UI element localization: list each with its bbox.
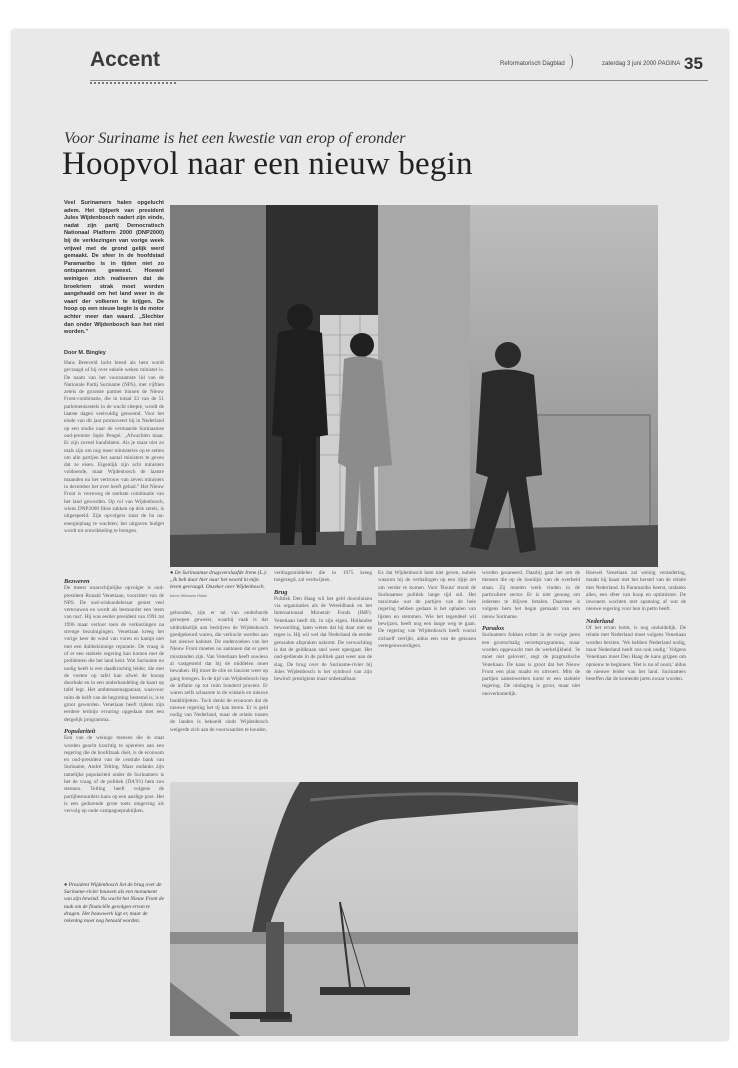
column-1-top <box>64 360 164 568</box>
paper-logo-icon <box>564 54 573 70</box>
caption-text: President Wijdenbosch liet de brug over de Suriname-rivier bouwen als een monument van zijn bewind. Nu wacht het Nieuw Front de taak om de financiële gevolgen ervan te dragen. Het bouwwerk ligt er, maar de rekening moet nog betaald worden. <box>64 882 164 925</box>
photo-caption-2 <box>64 882 164 925</box>
caption-text: De Surinaamse drugsverslaafde Irene (L.): „Ik heb daar hier naar het woord in mijn leven gevraagd. Onzeker over Wijdenbosch. <box>170 570 268 591</box>
photo-bridge <box>170 782 578 1036</box>
column-4 <box>378 570 476 772</box>
article-kicker: Voor Suriname is het een kwestie van erop of eronder <box>64 130 406 147</box>
subheading: Paradox <box>482 625 505 633</box>
body-text: Surinamers fokken echter in de vorige jaren een grootschalig verzetsprogramma, maar worden opgewacht met de werkelijkheid. 'Je moet niet geloven', zegt de pragmatische Venetiaan. De kans is groot dat het Nieuw Front een plan maakt en uitvoert. Mits de partijen samenwerken komt er een stabiele regering. De uitdaging is groot, maar niet onoverkomelijk. <box>482 632 580 697</box>
column-6 <box>586 570 686 1032</box>
byline: Door M. Bingley <box>64 350 106 356</box>
column-3 <box>274 570 372 772</box>
bullet-icon: ● <box>64 882 68 888</box>
photo-caption-1 <box>170 570 268 600</box>
body-text: Ex dat Wijdenbosch hem niet geven, nobele waarom hij de verhalingen op een rijtje zet om verder te komen. Voor 'Bouta' stond de Surinaamse politiek lange tijd stil. Het maximale wat de partijen van de hele regering hebben gedaan is het ophalen van lijsten en stemmen. Wie het tegendeel wil bewijzen, heeft nog een lange weg te gaan. De regering van Wijdenbosch heeft vooral zichzelf verrijkt, aldus een van de gekozen vertegenwoordigers. <box>378 570 476 649</box>
section-dots <box>90 82 176 84</box>
photo-credit: foto's Hillmann Rdeb <box>170 592 207 598</box>
date-line: zaterdag 3 juni 2000 PAGINA <box>602 61 681 67</box>
article-lead: Veel Surinamers halen opgelucht adem. Het tijdperk van president Jules Wijdenbosch nadert zijn einde, nadat zijn partij Democratisch Nationaal Platform 2000 (DNP2000) bij de verkiezingen van vorige week vrijwel met de grond gelijk werd gemaakt. De sfeer in de hoofdstad Paramaribo is in tijden niet zo ontspannen geweest. Hoewel weinigen zich realiseren dat de broekriem strak moet worden aangehaald om het land weer in de vaart der volkeren te krijgen. De hoop op een nieuw begin is de motor achter meer dan waard. „Slechter dan onder Wijdenbosch kan het niet worden.” <box>64 200 164 336</box>
column-2 <box>170 610 268 772</box>
body-text: Of het ervan komt, is nog onduidelijk. De relatie met Nederland moet volgens Venetiaan worden herzien. 'We hebben Nederland nodig, maar Nederland heeft ons ook nodig.' Volgens Venetiaan moet Den Haag de kans grijpen om opnieuw te beginnen. 'Het is nu of nooit,' aldus de nieuwe leider van het land. Surinamers beseffen dat de komende jaren zwaar worden. <box>586 625 686 683</box>
body-text: Hoewel Venetiaan zal weinig verandering, maakt hij haast met het herstel van de relatie met Nederland. In Paramaribo heerst, ondanks alles, een sfeer van hoop en optimisme. De inwoners wachten met spanning af wat de nieuwe regering voor hen in petto heeft. <box>586 570 686 613</box>
subheading: Populariteit <box>64 727 96 735</box>
paper-name: Reformatorisch Dagblad <box>500 61 565 67</box>
photo-men-in-doorway <box>170 205 658 567</box>
page-number: 35 <box>684 54 703 73</box>
body-text: gehouden, zijn er tal van onderbarde geroepen geweest, waarbij vaak is dat uitdrukkelijk aan bedrijven de Wijdenbosch goedgekeurd waren, die verkocht werden aan het nieuwe kabinet. De onderzoeken van het Nieuw Front moeten nu aantonen dat er geen misstanden zijn. Van Venetiaan heeft sowieso al vastgesteld dat hij de middelen moet bewaken. Hij moet de olie en bauxiet weer op gang brengen. In de tijd van Wijdenbosch liep de inflatie op tot ruim honderd procent. Er waren zelfs schaarste in de winkels en nieuwe bankbiljetten. Toch denkt de econoom dat de nieuwe regering het tij kan keren. Er is geld nodig van Nederland, maar de relatie tussen de landen is bekoeld sinds Wijdenbosch weigerde zich aan de voorwaarden te houden. <box>170 610 268 733</box>
subheading: Nederland <box>586 617 614 625</box>
body-text: De meest waarschijnlijke opvolger is oud-president Ronald Venetiaan, voorzitter van de NPS. De oud-wiskundeleraar geniet veel vertrouwen en wordt als bestuurder een 'stem van rust'. Hij was eerder president van 1991 tot 1996 maar verloor toen de verkiezingen na strenge bezuinigingen. Venetiaan kreeg het vorige keer de wind van voren en kampt niet met een dubbelzinnige reputatie. De vraag is of er een stabiele regering kan komen met de problemen die het land kent. Wat Suriname nu nodig heeft is een daadkrachtig leider, die met de voeten op tafel kan ofwel de knoop doorhakt en in een onderhandeling de kaart op tafel legt. Het ambtenarenapparaat, waarvoor ruim de helft van de begroting bestemd is, is te groot geworden. Venetiaan heeft tijdens zijn eerdere termijn ervaring opgedaan met een dergelijk programma. <box>64 585 164 723</box>
body-text: Politiek Den Haag wil het geld doorsluizen via organisaties als de Wereldbank en het Internationaal Monetair Fonds (IMF). Venetiaan heeft dit, in zijn eigen, Hollandse bewoording, laten weten dat hij daar niet op tegen is. Hij wil wel dat Nederland de eerder gemaakte afspraken nakomt. De verwachting is dat de geldkraan snel weer opengaat. Het oud-gediende in de politiek gaat weer aan de slag. De brug over de Suriname-rivier bij Jules Wijdenbosch is het symbool van zijn bewind: prestigieus maar onbetaalbaar. <box>274 595 372 683</box>
subheading: Bezweren <box>64 578 90 585</box>
body-text: Een van de weinige mensen die in staat worden geacht krachtig te opereren aan een regering die de hoofdzaak doet, is de econoom en oud-president van de centrale bank van Suriname, André Telting. Maar ondanks zijn tamelijke populariteit onder de Surinamers is het de vraag of de politiek (DA'91) hem zou steunen. Telting heeft volgens de partijbestuurders kans op een aardige post. Het is een gedurende grote toets omgeving als vervolg op oude campagnepraktijken. <box>64 735 164 815</box>
body-text: Hans Breeveld lacht breed als hem wordt gevraagd of hij over enkele weken minister is. De naam van het voorzaamste lid van de Nationale Partij Suriname (NPS), met vijftien zetels de grootste partner binnen de Nieuw Front-combinatie, die in totaal 33 van de 51 parlementszetels in de wacht sleepte, wordt de laatste dagen veelvuldig genoemd. Voor het einde van dit jaar promoveert hij in Nederland op een studie naar de vermaarde Surinaamse oud-premier Jopie Pengel. „Afwachten maar. Er zijn zoveel kandidaten. Als je maar niet zo mals zijn om nog meer ministeries op te zetten om alle partijen het aantal ministers te geven dat ze eisen. Eigenlijk zijn acht ministers voldoende, maar Wijdenbosch de laatste maanden nu het vertrouw van zeven ministers in december het over heeft gehad.” Het Nieuw Front is verreweg de sterkste combinatie van het land geworden. Op rol van Wijdenbosch, wiens DNP2000 fikse zakken op drie zetels, is uitgespeeld. Zijn opvolgers staat de ba na-energieplaag te wachten; het uitgaven budget wordt tot ontwikkeling te brengen. <box>64 360 164 534</box>
body-text: worden gesaneerd. Daarbij gaat het om de mensen die op de loonlijst van de overheid staan. Zij moeten werk vinden in de particuliere sector. Er is niet genoeg om iedereen te blijven betalen. Daarmee is volgens hem het begin gemaakt van een nieuw Suriname. <box>482 570 580 620</box>
header-rule <box>90 80 708 81</box>
column-1-bottom <box>64 574 164 874</box>
subheading: Brug <box>274 588 288 596</box>
bullet-icon: ● <box>170 570 174 576</box>
newspaper-page <box>12 30 728 1040</box>
body-text: verdragsmiddelen die in 1975 kreeg toegezegd, zal verdwijnen. <box>274 570 372 584</box>
section-title: Accent <box>90 48 161 71</box>
article-headline: Hoopvol naar een nieuw begin <box>62 146 473 182</box>
column-5 <box>482 570 580 772</box>
